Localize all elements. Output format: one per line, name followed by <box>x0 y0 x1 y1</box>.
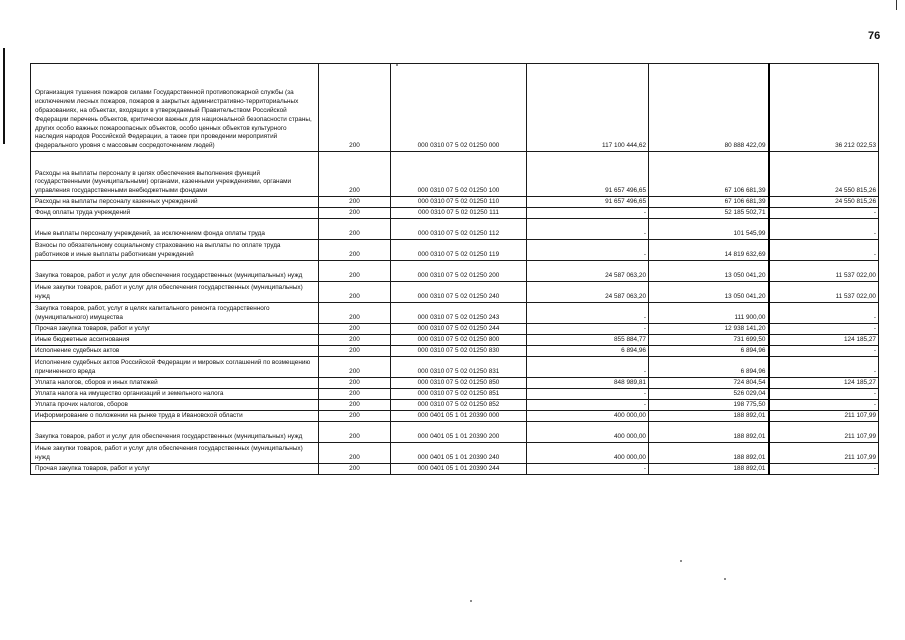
cell-line-code: 200 <box>319 219 391 240</box>
cell-budget-code: 000 0310 07 5 02 01250 110 <box>391 197 527 208</box>
cell-name: Иные выплаты персоналу учреждений, за исключением фонда оплаты труда <box>31 219 319 240</box>
cell-unexecuted: 36 212 022,53 <box>769 64 879 152</box>
cell-approved: 91 657 496,65 <box>527 152 649 197</box>
cell-budget-code: 000 0310 07 5 02 01250 850 <box>391 378 527 389</box>
table-row <box>31 219 879 240</box>
budget-execution-table <box>30 63 879 475</box>
table-row <box>31 389 879 400</box>
cell-budget-code: 000 0310 07 5 02 01250 800 <box>391 335 527 346</box>
table-row <box>31 411 879 422</box>
cell-executed: 52 185 502,71 <box>649 208 769 219</box>
cell-executed: 526 029,04 <box>649 389 769 400</box>
cell-executed: 188 892,01 <box>649 422 769 443</box>
table-row <box>31 208 879 219</box>
scan-speck <box>470 600 472 602</box>
cell-executed: 14 819 632,69 <box>649 240 769 261</box>
cell-unexecuted: - <box>769 357 879 378</box>
cell-name: Уплата налога на имущество организаций и земельного налога <box>31 389 319 400</box>
table-row <box>31 422 879 443</box>
cell-approved: 400 000,00 <box>527 411 649 422</box>
cell-budget-code: 000 0310 07 5 02 01250 112 <box>391 219 527 240</box>
table-row <box>31 64 879 152</box>
cell-line-code: 200 <box>319 346 391 357</box>
cell-line-code: 200 <box>319 197 391 208</box>
cell-executed: 67 106 681,39 <box>649 197 769 208</box>
cell-name: Иные бюджетные ассигнования <box>31 335 319 346</box>
table-row <box>31 346 879 357</box>
cell-line-code: 200 <box>319 400 391 411</box>
cell-approved: - <box>527 219 649 240</box>
cell-name: Иные закупки товаров, работ и услуг для обеспечения государственных (муниципальных) нужд <box>31 282 319 303</box>
cell-name: Расходы на выплаты персоналу казенных учреждений <box>31 197 319 208</box>
cell-executed: 198 775,50 <box>649 400 769 411</box>
cell-budget-code: 000 0401 05 1 01 20390 244 <box>391 464 527 475</box>
cell-executed: 188 892,01 <box>649 411 769 422</box>
cell-budget-code: 000 0310 07 5 02 01250 200 <box>391 261 527 282</box>
cell-name: Закупка товаров, работ, услуг в целях капитального ремонта государственного (муниципального) имущества <box>31 303 319 324</box>
cell-unexecuted: 24 550 815,26 <box>769 197 879 208</box>
scan-speck <box>680 560 682 562</box>
cell-line-code: 200 <box>319 422 391 443</box>
cell-unexecuted: 211 107,99 <box>769 422 879 443</box>
cell-unexecuted: 124 185,27 <box>769 335 879 346</box>
cell-executed: 731 699,50 <box>649 335 769 346</box>
cell-unexecuted: - <box>769 389 879 400</box>
cell-budget-code: 000 0310 07 5 02 01250 240 <box>391 282 527 303</box>
cell-line-code: 200 <box>319 152 391 197</box>
table-row <box>31 261 879 282</box>
margin-line <box>3 48 5 144</box>
cell-line-code: 200 <box>319 282 391 303</box>
scan-speck <box>396 64 398 66</box>
table-row <box>31 303 879 324</box>
cell-line-code: 200 <box>319 303 391 324</box>
cell-approved: - <box>527 208 649 219</box>
cell-unexecuted: 124 185,27 <box>769 378 879 389</box>
cell-unexecuted: - <box>769 208 879 219</box>
cell-line-code: 200 <box>319 64 391 152</box>
cell-budget-code: 000 0401 05 1 01 20390 000 <box>391 411 527 422</box>
cell-approved: 117 100 444,62 <box>527 64 649 152</box>
cell-approved: 24 587 063,20 <box>527 282 649 303</box>
cell-name: Закупка товаров, работ и услуг для обеспечения государственных (муниципальных) нужд <box>31 422 319 443</box>
cell-name: Информирование о положении на рынке труда в Ивановской области <box>31 411 319 422</box>
cell-budget-code: 000 0310 07 5 02 01250 119 <box>391 240 527 261</box>
cell-approved: 855 884,77 <box>527 335 649 346</box>
cell-line-code: 200 <box>319 378 391 389</box>
cell-executed: 13 050 041,20 <box>649 261 769 282</box>
cell-name: Уплата прочих налогов, сборов <box>31 400 319 411</box>
cell-executed: 80 888 422,09 <box>649 64 769 152</box>
table-row <box>31 357 879 378</box>
cell-executed: 12 938 141,20 <box>649 324 769 335</box>
cell-approved: - <box>527 357 649 378</box>
cell-budget-code: 000 0310 07 5 02 01250 000 <box>391 64 527 152</box>
cell-approved: 400 000,00 <box>527 422 649 443</box>
cell-name: Иные закупки товаров, работ и услуг для обеспечения государственных (муниципальных) нужд <box>31 443 319 464</box>
cell-unexecuted: 11 537 022,00 <box>769 261 879 282</box>
cell-name: Расходы на выплаты персоналу в целях обеспечения выполнения функций государственными (муниципальными) органами, казенными учреждениями, органами управления государственными внебюджетными фондами <box>31 152 319 197</box>
cell-name: Закупка товаров, работ и услуг для обеспечения государственных (муниципальных) нужд <box>31 261 319 282</box>
margin-line-right <box>896 0 897 10</box>
cell-budget-code: 000 0310 07 5 02 01250 851 <box>391 389 527 400</box>
table-row <box>31 400 879 411</box>
table-row <box>31 464 879 475</box>
cell-executed: 188 892,01 <box>649 464 769 475</box>
cell-line-code: 200 <box>319 324 391 335</box>
cell-line-code: 200 <box>319 389 391 400</box>
cell-unexecuted: 211 107,99 <box>769 411 879 422</box>
cell-line-code: 200 <box>319 208 391 219</box>
cell-executed: 6 894,96 <box>649 346 769 357</box>
cell-approved: - <box>527 464 649 475</box>
cell-unexecuted: - <box>769 240 879 261</box>
cell-budget-code: 000 0310 07 5 02 01250 831 <box>391 357 527 378</box>
cell-unexecuted: - <box>769 400 879 411</box>
cell-executed: 13 050 041,20 <box>649 282 769 303</box>
cell-approved: - <box>527 303 649 324</box>
cell-executed: 724 804,54 <box>649 378 769 389</box>
cell-approved: 848 989,81 <box>527 378 649 389</box>
table-row <box>31 443 879 464</box>
cell-approved: 400 000,00 <box>527 443 649 464</box>
cell-name: Прочая закупка товаров, работ и услуг <box>31 324 319 335</box>
cell-approved: 24 587 063,20 <box>527 261 649 282</box>
cell-budget-code: 000 0401 05 1 01 20390 240 <box>391 443 527 464</box>
cell-unexecuted: 11 537 022,00 <box>769 282 879 303</box>
cell-executed: 67 106 681,39 <box>649 152 769 197</box>
table-row <box>31 152 879 197</box>
cell-unexecuted: - <box>769 464 879 475</box>
cell-unexecuted: - <box>769 346 879 357</box>
cell-name: Уплата налогов, сборов и иных платежей <box>31 378 319 389</box>
cell-unexecuted: - <box>769 219 879 240</box>
cell-approved: - <box>527 324 649 335</box>
cell-line-code: 200 <box>319 261 391 282</box>
cell-unexecuted: 24 550 815,26 <box>769 152 879 197</box>
scan-speck <box>724 578 726 580</box>
cell-budget-code: 000 0401 05 1 01 20390 200 <box>391 422 527 443</box>
page-number: 76 <box>868 30 881 42</box>
cell-budget-code: 000 0310 07 5 02 01250 244 <box>391 324 527 335</box>
cell-executed: 111 900,00 <box>649 303 769 324</box>
cell-name: Исполнение судебных актов Российской Федерации и мировых соглашений по возмещению причиненного вреда <box>31 357 319 378</box>
cell-name: Прочая закупка товаров, работ и услуг <box>31 464 319 475</box>
cell-name: Взносы по обязательному социальному страхованию на выплаты по оплате труда работников и иные выплаты работникам учреждений <box>31 240 319 261</box>
cell-budget-code: 000 0310 07 5 02 01250 243 <box>391 303 527 324</box>
table-row <box>31 282 879 303</box>
cell-name: Исполнение судебных актов <box>31 346 319 357</box>
cell-line-code: 200 <box>319 240 391 261</box>
cell-unexecuted: 211 107,99 <box>769 443 879 464</box>
cell-approved: 6 894,96 <box>527 346 649 357</box>
table-row <box>31 335 879 346</box>
cell-executed: 101 545,99 <box>649 219 769 240</box>
cell-line-code: 200 <box>319 464 391 475</box>
cell-line-code: 200 <box>319 443 391 464</box>
cell-executed: 188 892,01 <box>649 443 769 464</box>
cell-budget-code: 000 0310 07 5 02 01250 111 <box>391 208 527 219</box>
table-row <box>31 324 879 335</box>
cell-approved: - <box>527 400 649 411</box>
cell-budget-code: 000 0310 07 5 02 01250 100 <box>391 152 527 197</box>
cell-budget-code: 000 0310 07 5 02 01250 830 <box>391 346 527 357</box>
cell-name: Фонд оплаты труда учреждений <box>31 208 319 219</box>
table-body <box>31 64 879 475</box>
cell-approved: 91 657 496,65 <box>527 197 649 208</box>
table-row <box>31 378 879 389</box>
cell-budget-code: 000 0310 07 5 02 01250 852 <box>391 400 527 411</box>
cell-line-code: 200 <box>319 411 391 422</box>
cell-name: Организация тушения пожаров силами Государственной противопожарной службы (за исключением лесных пожаров, пожаров в закрытых административно-территориальных образованиях, на объектах, входящих в утверждаемый Правительством Российской Федерации перечень объектов, критически важных для национальной безопасности страны, других особо важных пожароопасных объектов, особо ценных объектов культурного наследия народов Российской Федерации, а также при проведении мероприятий федерального уровня с массовым сосредоточением людей) <box>31 64 319 152</box>
cell-line-code: 200 <box>319 357 391 378</box>
cell-line-code: 200 <box>319 335 391 346</box>
cell-executed: 6 894,96 <box>649 357 769 378</box>
cell-unexecuted: - <box>769 303 879 324</box>
table-row <box>31 197 879 208</box>
cell-unexecuted: - <box>769 324 879 335</box>
cell-approved: - <box>527 389 649 400</box>
table-row <box>31 240 879 261</box>
cell-approved: - <box>527 240 649 261</box>
